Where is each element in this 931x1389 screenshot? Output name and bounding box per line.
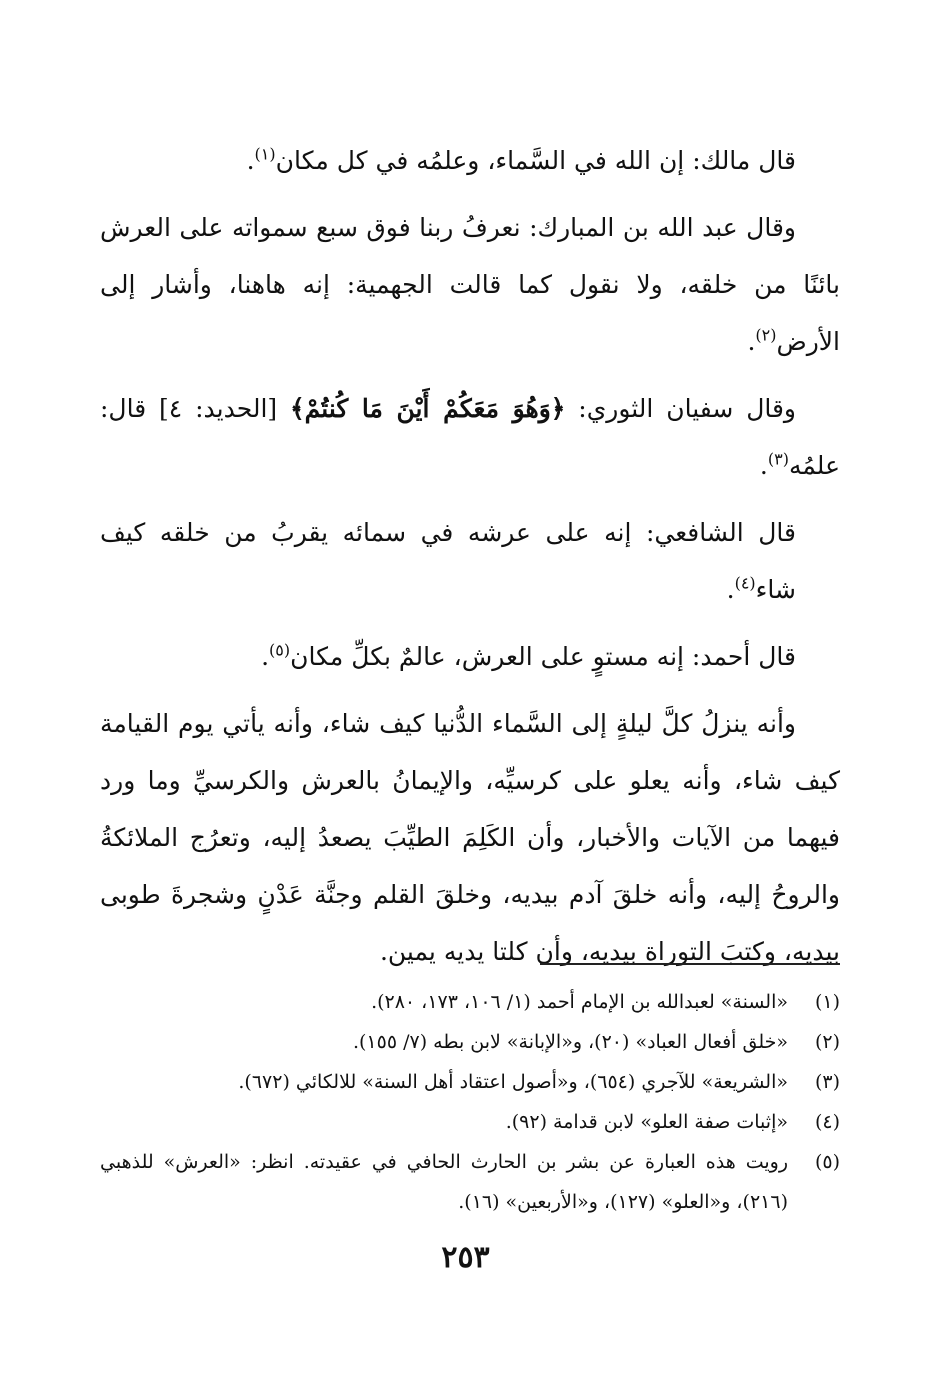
- footnote-text: رويت هذه العبارة عن بشر بن الحارث الحافي في عقيدته. انظر: «العرش» للذهبي (٢١٦)، و«العلو» (١٢٧)، و«الأربعين» (١٦).: [100, 1151, 788, 1213]
- footnote-text: «السنة» لعبدالله بن الإمام أحمد (١/ ١٠٦، ١٧٣، ٢٨٠).: [371, 991, 788, 1013]
- quran-verse: ﴿وَهُوَ مَعَكُمْ أَيْنَ مَا كُنتُمْ﴾: [290, 394, 566, 423]
- footnote-number: (٤): [814, 1111, 840, 1133]
- footnote-text: «خلق أفعال العباد» (٢٠)، و«الإبانة» لابن بطه (٧/ ١٥٥).: [352, 1031, 788, 1053]
- footnotes: [100, 982, 840, 1222]
- footnote-text: «إثبات صفة العلو» لابن قدامة (٩٢).: [505, 1111, 788, 1133]
- footnote-4: [100, 1102, 840, 1142]
- paragraph-ahmad: قال أحمد: إنه مستوٍ على العرش، عالمٌ بكلِّ مكان$^{(٥)}$.: [261, 640, 796, 671]
- footnote-divider: [540, 963, 840, 965]
- footnote-ref-2[interactable]: (٢): [755, 325, 777, 345]
- paragraph-shafii: قال الشافعي: إنه على عرشه في سمائه يقربُ من خلقه كيف شاء$^{(٤)}$.: [100, 518, 796, 604]
- footnote-number: (٥): [814, 1151, 840, 1173]
- paragraph-descent: وأنه ينزلُ كلَّ ليلةٍ إلى السَّماء الدُّنيا كيف شاء، وأنه يأتي يوم القيامة كيف شاء، وأنه يعلو على كرسيِّه، والإيمانُ بالعرش والكرسيِّ وما ورد فيهما من الآيات والأخبار، وأن الكَلِمَ الطيِّبَ يصعدُ إليه، وتعرُج الملائكةُ والروحُ إليه، وأنه خلقَ آدم بيديه، وخلقَ القلم وجنَّة عَدْنٍ وشجرةَ طوبى بيديه، وكتبَ التوراة بيديه، وأن كلتا يديه يمين.: [100, 709, 840, 966]
- paragraph-ibn-mubarak: وقال عبد الله بن المبارك: نعرفُ ربنا فوق سبع سمواته على العرش بائنًا من خلقه، ولا نقول كما قالت الجهمية: إنه هاهنا، وأشار إلى الأرض$^{(٢)}$.: [100, 213, 840, 356]
- footnote-ref-1[interactable]: (١): [254, 144, 276, 164]
- footnote-2: [100, 1022, 840, 1062]
- footnote-number: (١): [814, 991, 840, 1013]
- footnote-text: «الشريعة» للآجري (٦٥٤)، و«أصول اعتقاد أهل السنة» للالكائي (٦٧٢).: [238, 1071, 788, 1093]
- footnote-ref-3[interactable]: (٣): [767, 449, 789, 469]
- main-text: [100, 132, 840, 990]
- footnote-1: [100, 982, 840, 1022]
- paragraph-malik: قال مالك: إن الله في السَّماء، وعلمُه في كل مكان$^{(١)}$.: [246, 144, 796, 175]
- footnote-number: (٣): [814, 1071, 840, 1093]
- page-number: ٢٥٣: [441, 1240, 490, 1275]
- footnote-ref-5[interactable]: (٥): [269, 640, 291, 660]
- footnote-ref-4[interactable]: (٤): [734, 573, 756, 593]
- paragraph-thawri: وقال سفيان الثوري: ﴿وَهُوَ مَعَكُمْ أَيْنَ مَا كُنتُمْ﴾ [الحديد: ٤] قال: علمُه$^{(٣)}$.: [100, 394, 840, 480]
- footnote-3: [100, 1062, 840, 1102]
- footnote-number: (٢): [814, 1031, 840, 1053]
- footnote-5: [100, 1142, 840, 1222]
